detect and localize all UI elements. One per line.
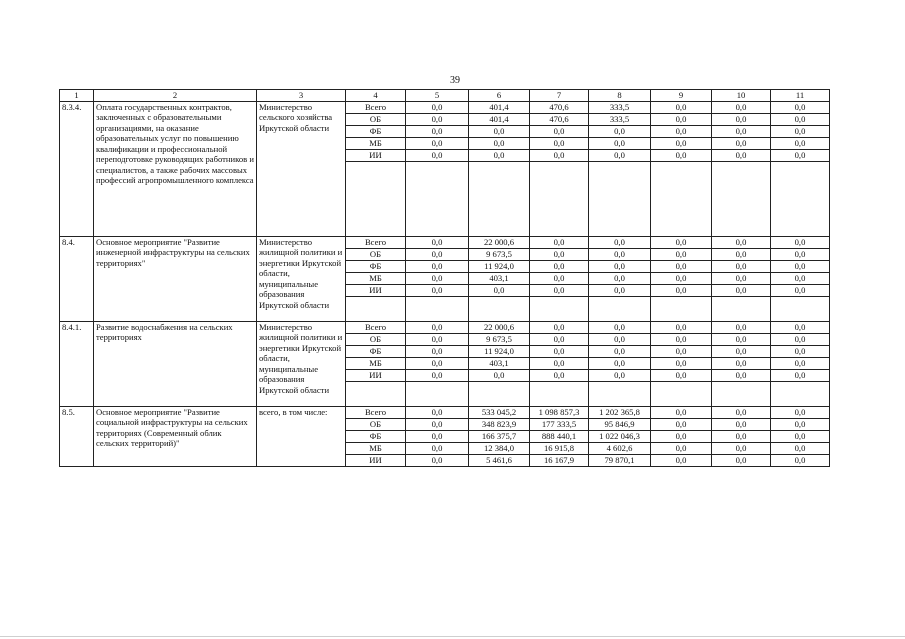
funding-value: 0,0: [406, 358, 469, 370]
funding-value: 0,0: [406, 126, 469, 138]
activity-name: Развитие водоснабжения на сельских территориях: [94, 322, 257, 407]
funding-value: 401,4: [469, 114, 530, 126]
funding-source: ФБ: [346, 261, 406, 273]
funding-value: 95 846,9: [589, 419, 651, 431]
activity-name: Основное мероприятие "Развитие инженерной инфраструктуры на сельских территориях": [94, 237, 257, 322]
funding-value: 0,0: [771, 150, 830, 162]
funding-source: МБ: [346, 443, 406, 455]
funding-value: 0,0: [589, 249, 651, 261]
funding-value: 0,0: [530, 150, 589, 162]
funding-value: 177 333,5: [530, 419, 589, 431]
funding-value: 0,0: [651, 455, 712, 467]
funding-value: 403,1: [469, 358, 530, 370]
empty-cell: [651, 297, 712, 322]
funding-value: 0,0: [771, 443, 830, 455]
funding-value: 0,0: [530, 334, 589, 346]
funding-value: 0,0: [406, 114, 469, 126]
funding-source: ОБ: [346, 419, 406, 431]
funding-value: 0,0: [712, 419, 771, 431]
funding-value: 0,0: [771, 285, 830, 297]
funding-value: 0,0: [530, 285, 589, 297]
funding-source: Всего: [346, 237, 406, 249]
funding-value: 0,0: [712, 455, 771, 467]
funding-source: ИИ: [346, 370, 406, 382]
funding-value: 0,0: [406, 431, 469, 443]
funding-value: 11 924,0: [469, 261, 530, 273]
funding-value: 0,0: [712, 334, 771, 346]
empty-cell: [346, 297, 406, 322]
funding-source: ИИ: [346, 150, 406, 162]
funding-value: 0,0: [771, 370, 830, 382]
funding-value: 0,0: [651, 249, 712, 261]
executor-name: всего, в том числе:: [257, 407, 346, 467]
funding-value: 0,0: [530, 322, 589, 334]
funding-value: 5 461,6: [469, 455, 530, 467]
funding-value: 0,0: [469, 285, 530, 297]
empty-cell: [530, 382, 589, 407]
funding-value: 0,0: [530, 261, 589, 273]
funding-value: 4 602,6: [589, 443, 651, 455]
column-header: 9: [651, 90, 712, 102]
column-header: 1: [60, 90, 94, 102]
empty-cell: [589, 297, 651, 322]
funding-value: 0,0: [651, 138, 712, 150]
column-header: 11: [771, 90, 830, 102]
funding-source: ОБ: [346, 249, 406, 261]
funding-value: 0,0: [712, 261, 771, 273]
funding-value: 0,0: [589, 261, 651, 273]
funding-value: 0,0: [406, 237, 469, 249]
funding-value: 0,0: [712, 443, 771, 455]
funding-value: 0,0: [651, 150, 712, 162]
funding-value: 0,0: [771, 261, 830, 273]
table-row: [60, 237, 830, 249]
funding-value: 0,0: [469, 370, 530, 382]
funding-value: 0,0: [589, 273, 651, 285]
empty-cell: [712, 162, 771, 237]
funding-value: 0,0: [406, 285, 469, 297]
funding-value: 0,0: [530, 249, 589, 261]
funding-table: [59, 89, 830, 467]
funding-value: 0,0: [530, 126, 589, 138]
funding-value: 0,0: [651, 322, 712, 334]
funding-value: 22 000,6: [469, 322, 530, 334]
funding-source: ФБ: [346, 346, 406, 358]
funding-value: 0,0: [651, 407, 712, 419]
funding-value: 403,1: [469, 273, 530, 285]
funding-value: 0,0: [406, 334, 469, 346]
funding-value: 0,0: [771, 455, 830, 467]
funding-value: 0,0: [406, 273, 469, 285]
funding-value: 0,0: [712, 358, 771, 370]
funding-value: 0,0: [651, 419, 712, 431]
empty-cell: [406, 297, 469, 322]
funding-source: МБ: [346, 138, 406, 150]
funding-value: 470,6: [530, 102, 589, 114]
empty-cell: [346, 162, 406, 237]
activity-number: 8.4.1.: [60, 322, 94, 407]
funding-value: 0,0: [589, 126, 651, 138]
funding-value: 0,0: [589, 334, 651, 346]
funding-value: 0,0: [771, 138, 830, 150]
empty-cell: [712, 297, 771, 322]
funding-source: ФБ: [346, 126, 406, 138]
funding-value: 0,0: [469, 150, 530, 162]
funding-value: 0,0: [712, 102, 771, 114]
empty-cell: [771, 382, 830, 407]
funding-value: 0,0: [712, 273, 771, 285]
empty-cell: [651, 382, 712, 407]
funding-value: 16 167,9: [530, 455, 589, 467]
funding-value: 0,0: [771, 334, 830, 346]
funding-value: 333,5: [589, 102, 651, 114]
column-header: 3: [257, 90, 346, 102]
funding-value: 16 915,8: [530, 443, 589, 455]
funding-value: 0,0: [771, 102, 830, 114]
funding-value: 12 384,0: [469, 443, 530, 455]
empty-cell: [651, 162, 712, 237]
funding-value: 1 202 365,8: [589, 407, 651, 419]
funding-value: 0,0: [406, 249, 469, 261]
funding-value: 0,0: [406, 370, 469, 382]
funding-value: 0,0: [469, 138, 530, 150]
funding-value: 0,0: [651, 358, 712, 370]
funding-value: 0,0: [651, 431, 712, 443]
table-body: [60, 102, 830, 467]
column-header: 6: [469, 90, 530, 102]
funding-value: 0,0: [712, 126, 771, 138]
funding-value: 0,0: [651, 261, 712, 273]
funding-value: 0,0: [406, 419, 469, 431]
funding-value: 0,0: [589, 285, 651, 297]
funding-source: ИИ: [346, 455, 406, 467]
funding-value: 0,0: [771, 249, 830, 261]
funding-value: 0,0: [530, 370, 589, 382]
table-row: [60, 322, 830, 334]
funding-value: 0,0: [530, 237, 589, 249]
funding-value: 0,0: [406, 102, 469, 114]
funding-source: МБ: [346, 358, 406, 370]
executor-name: Министерство жилищной политики и энергетики Иркутской области, муниципальные образования Иркутской области: [257, 237, 346, 322]
funding-value: 0,0: [469, 126, 530, 138]
funding-value: 0,0: [530, 273, 589, 285]
column-header: 4: [346, 90, 406, 102]
funding-value: 0,0: [589, 138, 651, 150]
funding-value: 0,0: [712, 150, 771, 162]
funding-source: ФБ: [346, 431, 406, 443]
funding-value: 0,0: [651, 370, 712, 382]
funding-value: 0,0: [712, 249, 771, 261]
funding-value: 0,0: [712, 114, 771, 126]
funding-value: 348 823,9: [469, 419, 530, 431]
funding-source: Всего: [346, 322, 406, 334]
funding-value: 0,0: [712, 237, 771, 249]
funding-source: Всего: [346, 407, 406, 419]
funding-value: 0,0: [651, 114, 712, 126]
empty-cell: [469, 162, 530, 237]
funding-value: 0,0: [771, 346, 830, 358]
funding-value: 533 045,2: [469, 407, 530, 419]
funding-source: ОБ: [346, 334, 406, 346]
empty-cell: [346, 382, 406, 407]
funding-value: 0,0: [651, 334, 712, 346]
funding-value: 0,0: [589, 150, 651, 162]
empty-cell: [469, 382, 530, 407]
funding-value: 0,0: [651, 285, 712, 297]
funding-value: 0,0: [406, 322, 469, 334]
funding-value: 0,0: [406, 150, 469, 162]
funding-value: 0,0: [406, 261, 469, 273]
funding-value: 0,0: [651, 237, 712, 249]
funding-value: 0,0: [712, 407, 771, 419]
funding-value: 0,0: [406, 455, 469, 467]
funding-value: 1 098 857,3: [530, 407, 589, 419]
funding-value: 0,0: [589, 346, 651, 358]
empty-cell: [771, 162, 830, 237]
funding-value: 0,0: [771, 358, 830, 370]
empty-cell: [771, 297, 830, 322]
funding-value: 0,0: [771, 114, 830, 126]
funding-value: 22 000,6: [469, 237, 530, 249]
funding-value: 0,0: [589, 237, 651, 249]
funding-value: 0,0: [771, 419, 830, 431]
funding-value: 166 375,7: [469, 431, 530, 443]
column-header: 8: [589, 90, 651, 102]
executor-name: Министерство сельского хозяйства Иркутской области: [257, 102, 346, 237]
funding-source: ОБ: [346, 114, 406, 126]
funding-value: 470,6: [530, 114, 589, 126]
column-header: 10: [712, 90, 771, 102]
executor-name: Министерство жилищной политики и энергетики Иркутской области, муниципальные образования Иркутской области: [257, 322, 346, 407]
empty-cell: [469, 297, 530, 322]
funding-value: 0,0: [771, 322, 830, 334]
funding-value: 0,0: [712, 431, 771, 443]
funding-value: 0,0: [589, 322, 651, 334]
funding-value: 0,0: [771, 237, 830, 249]
funding-value: 0,0: [651, 346, 712, 358]
funding-value: 9 673,5: [469, 249, 530, 261]
activity-number: 8.3.4.: [60, 102, 94, 237]
page-number: 39: [450, 75, 460, 86]
funding-value: 0,0: [712, 346, 771, 358]
funding-value: 0,0: [589, 370, 651, 382]
activity-number: 8.4.: [60, 237, 94, 322]
funding-value: 79 870,1: [589, 455, 651, 467]
empty-cell: [530, 162, 589, 237]
funding-value: 1 022 046,3: [589, 431, 651, 443]
funding-value: 0,0: [651, 273, 712, 285]
funding-value: 0,0: [589, 358, 651, 370]
empty-cell: [712, 382, 771, 407]
column-header: 5: [406, 90, 469, 102]
funding-value: 0,0: [771, 431, 830, 443]
funding-value: 0,0: [712, 370, 771, 382]
funding-value: 0,0: [651, 102, 712, 114]
funding-value: 9 673,5: [469, 334, 530, 346]
column-number-row: [60, 90, 830, 102]
empty-cell: [406, 382, 469, 407]
scan-edge-line: [0, 636, 905, 637]
funding-value: 11 924,0: [469, 346, 530, 358]
funding-value: 0,0: [530, 346, 589, 358]
funding-value: 888 440,1: [530, 431, 589, 443]
funding-value: 0,0: [406, 407, 469, 419]
activity-name: Основное мероприятие "Развитие социальной инфраструктуры на сельских территориях (Современный облик сельских территорий)": [94, 407, 257, 467]
activity-name: Оплата государственных контрактов, заключенных с образовательными организациями, на оказание образовательных услуг по повышению квалификации и профессиональной переподготовке руководящих работников и специалистов, а также рабочих массовых профессий агропромышленного комплекса: [94, 102, 257, 237]
funding-source: ИИ: [346, 285, 406, 297]
funding-value: 0,0: [712, 285, 771, 297]
empty-cell: [530, 297, 589, 322]
funding-value: 0,0: [530, 358, 589, 370]
activity-number: 8.5.: [60, 407, 94, 467]
funding-value: 0,0: [406, 138, 469, 150]
empty-cell: [589, 382, 651, 407]
funding-value: 401,4: [469, 102, 530, 114]
funding-value: 0,0: [530, 138, 589, 150]
column-header: 2: [94, 90, 257, 102]
funding-source: МБ: [346, 273, 406, 285]
column-header: 7: [530, 90, 589, 102]
funding-value: 0,0: [712, 138, 771, 150]
funding-source: Всего: [346, 102, 406, 114]
table-row: [60, 102, 830, 114]
funding-value: 0,0: [651, 126, 712, 138]
empty-cell: [406, 162, 469, 237]
empty-cell: [589, 162, 651, 237]
funding-value: 0,0: [406, 443, 469, 455]
table-row: [60, 407, 830, 419]
funding-value: 0,0: [771, 126, 830, 138]
funding-value: 0,0: [771, 273, 830, 285]
funding-value: 0,0: [712, 322, 771, 334]
funding-value: 0,0: [651, 443, 712, 455]
funding-value: 0,0: [771, 407, 830, 419]
funding-value: 0,0: [406, 346, 469, 358]
funding-value: 333,5: [589, 114, 651, 126]
